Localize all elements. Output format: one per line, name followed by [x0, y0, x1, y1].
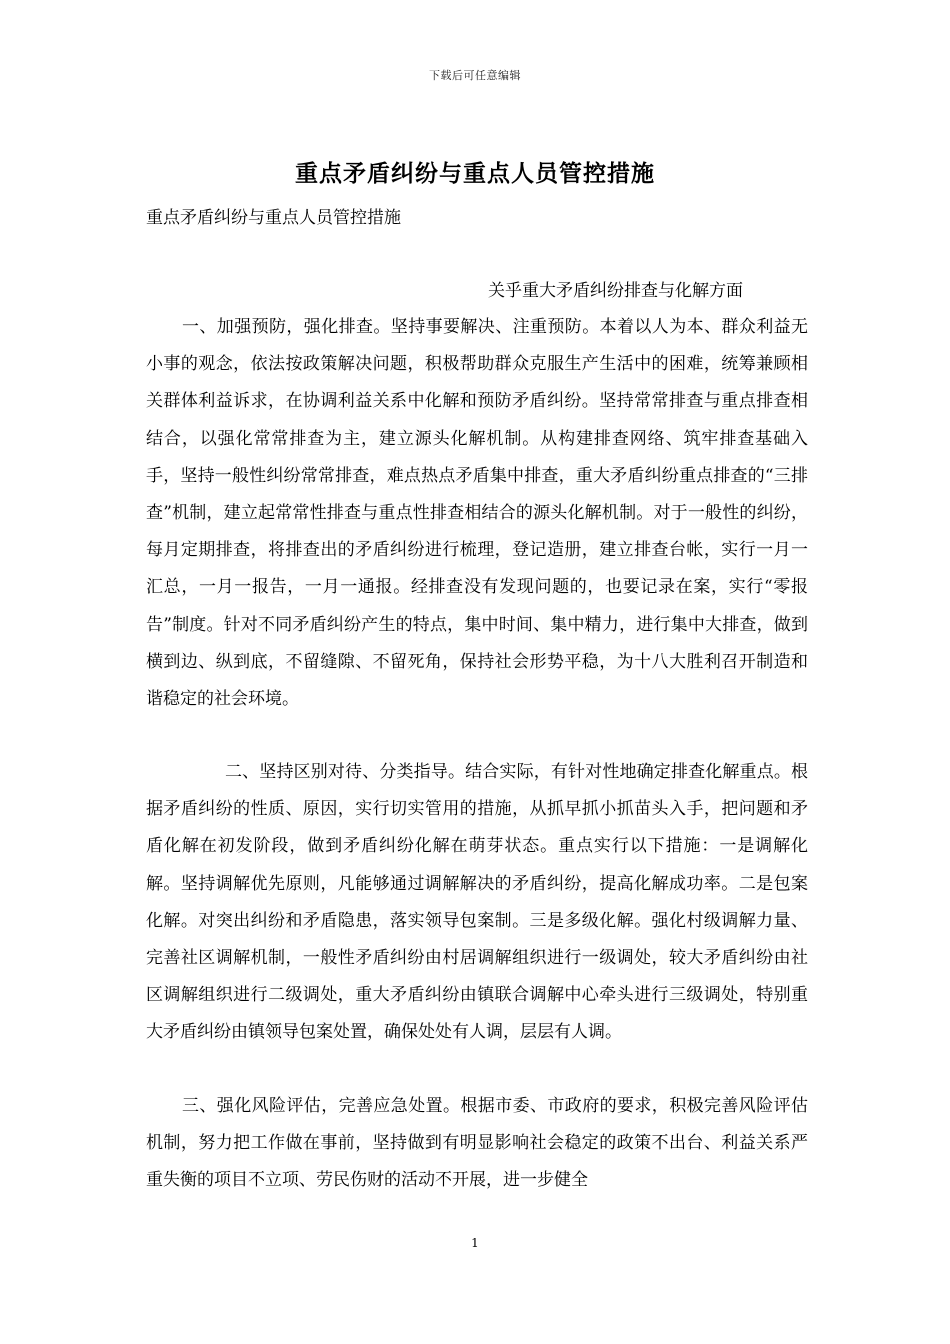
header-note: 下载后可任意编辑	[429, 69, 521, 82]
paragraph-3: 三、强化风险评估，完善应急处置。根据市委、市政府的要求，积极完善风险评估机制，努力把工作做在事前，坚持做到有明显影响社会稳定的政策不出台、利益关系严重失衡的项目不立项、劳民伤财的活动不开展，进一步健全	[146, 1096, 808, 1191]
paragraph-1: 一、加强预防，强化排查。坚持事要解决、注重预防。本着以人为本、群众利益无小事的观念，依法按政策解决问题，积极帮助群众克服生产生活中的困难，统筹兼顾相关群体利益诉求，在协调利益关系中化解和预防矛盾纠纷。坚持常常排查与重点排查相结合，以强化常常排查为主，建立源头化解机制。从构建排查网络、筑牢排查基础入手，坚持一般性纠纷常常排查，难点热点矛盾集中排查，重大矛盾纠纷重点排查的“三排查”机制，建立起常常性排查与重点性排查相结合的源头化解机制。对于一般性的纠纷，每月定期排查，将排查出的矛盾纠纷进行梳理，登记造册，建立排查台帐，实行一月一汇总，一月一报告，一月一通报。经排查没有发现问题的，也要记录在案，实行“零报告”制度。针对不同矛盾纠纷产生的特点，集中时间、集中精力，进行集中大排查，做到横到边、纵到底，不留缝隙、不留死角，保持社会形势平稳，为十八大胜利召开制造和谐稳定的社会环境。	[146, 317, 808, 710]
document-title: 重点矛盾纠纷与重点人员管控措施	[295, 160, 655, 187]
paragraph-2: 二、坚持区别对待、分类指导。结合实际，有针对性地确定排查化解重点。根据矛盾纠纷的性质、原因，实行切实管用的措施，从抓早抓小抓苗头入手，把问题和矛盾化解在初发阶段，做到矛盾纠纷化解在萌芽状态。重点实行以下措施：一是调解化解。坚持调解优先原则，凡能够通过调解解决的矛盾纠纷，提高化解成功率。二是包案化解。对突出纠纷和矛盾隐患，落实领导包案制。三是多级化解。强化村级调解力量、完善社区调解机制，一般性矛盾纠纷由村居调解组织进行一级调处，较大矛盾纠纷由社区调解组织进行二级调处，重大矛盾纠纷由镇联合调解中心牵头进行三级调处，特别重大矛盾纠纷由镇领导包案处置，确保处处有人调，层层有人调。	[146, 762, 808, 1043]
section-heading: 关乎重大矛盾纠纷排查与化解方面	[488, 281, 743, 301]
page-number: 1	[471, 1236, 479, 1250]
document-subtitle: 重点矛盾纠纷与重点人员管控措施	[146, 208, 401, 228]
